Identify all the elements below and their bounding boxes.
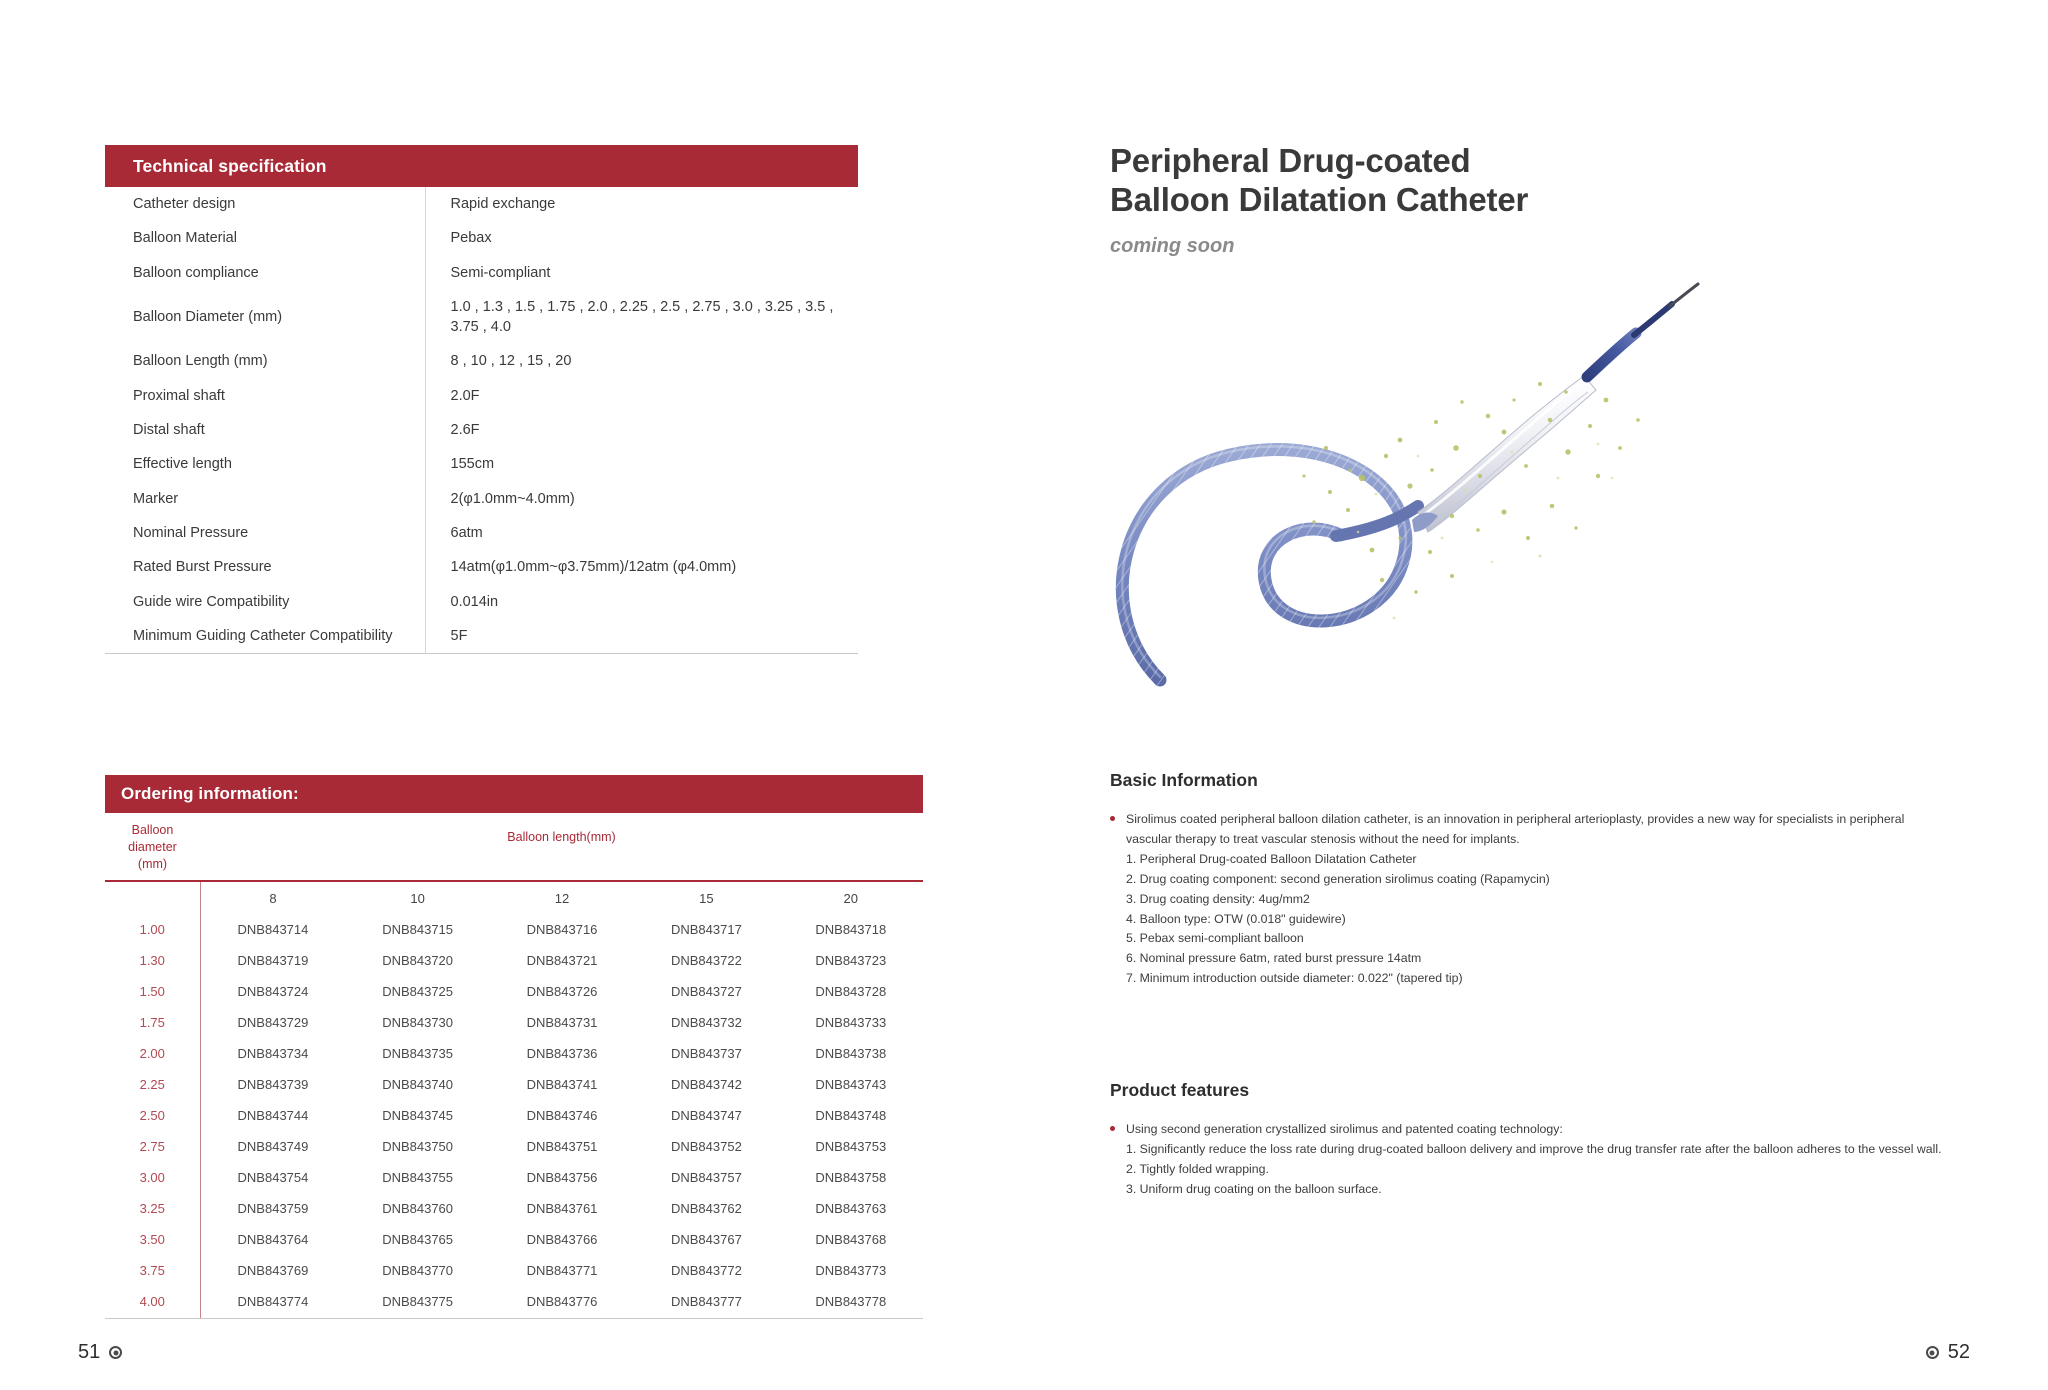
product-features-content	[1110, 1120, 1960, 1200]
spec-row	[105, 413, 858, 447]
page-title	[1110, 142, 1910, 220]
spec-row-key: Nominal Pressure	[105, 516, 425, 550]
product-code-cell: DNB843715	[382, 921, 454, 937]
page-marker-icon	[109, 1346, 122, 1359]
balloon-diameter-cell: 3.00	[105, 1162, 200, 1193]
catheter-balloon-illustration	[1100, 280, 1840, 700]
spec-row-value: 2.0F	[450, 387, 480, 404]
spec-row-value: 2(φ1.0mm~4.0mm)	[450, 490, 575, 507]
basic-info-list-item: 5. Pebax semi-compliant balloon	[1126, 931, 1304, 946]
basic-info-list-item: 2. Drug coating component: second generation sirolimus coating (Rapamycin)	[1126, 871, 1550, 886]
spec-row-value: 14atm(φ1.0mm~φ3.75mm)/12atm (φ4.0mm)	[450, 559, 737, 576]
product-code-cell: DNB843714	[237, 921, 309, 937]
bullet-dot-icon	[1110, 810, 1126, 821]
table-row	[105, 1193, 923, 1224]
product-code-cell: DNB843748	[815, 1107, 887, 1123]
basic-information-content	[1110, 810, 1940, 989]
spec-row-key: Proximal shaft	[105, 379, 425, 413]
balloon-diameter-cell: 2.50	[105, 1100, 200, 1131]
product-code-cell: DNB843760	[382, 1200, 454, 1216]
order-table	[105, 813, 923, 1318]
table-row	[105, 945, 923, 976]
product-code-cell: DNB843721	[526, 952, 598, 968]
product-code-cell: DNB843736	[526, 1045, 598, 1061]
table-row	[105, 1224, 923, 1255]
spec-row	[105, 482, 858, 516]
length-header-cell: 8	[269, 890, 277, 906]
spec-row-key: Distal shaft	[105, 413, 425, 447]
feature-list-item: 3. Uniform drug coating on the balloon surface.	[1126, 1181, 1382, 1196]
balloon-diameter-cell: 1.75	[105, 1007, 200, 1038]
spec-row	[105, 447, 858, 481]
product-code-cell: DNB843726	[526, 983, 598, 999]
product-code-cell: DNB843773	[815, 1262, 887, 1278]
features-lead: Using second generation crystallized sirolimus and patented coating technology:	[1126, 1122, 1563, 1136]
table-bottom-rule	[105, 1318, 923, 1319]
page-number-left: 51	[78, 1341, 101, 1363]
product-code-cell: DNB843764	[237, 1231, 309, 1247]
product-code-cell: DNB843749	[237, 1138, 309, 1154]
spec-row	[105, 550, 858, 584]
product-code-cell: DNB843729	[237, 1014, 309, 1030]
table-row	[105, 1131, 923, 1162]
product-title-line1: Peripheral Drug-coated	[1110, 142, 1471, 179]
product-status-label: coming soon	[1110, 235, 1235, 257]
spec-table	[105, 187, 858, 654]
product-code-cell: DNB843758	[815, 1169, 887, 1185]
diameter-header-line1: Balloon diameter	[128, 823, 177, 854]
table-row	[105, 1038, 923, 1069]
bullet-item	[1110, 810, 1940, 989]
table-row	[105, 914, 923, 945]
spec-row-value: Rapid exchange	[450, 196, 556, 212]
footer-page-52	[1926, 1341, 1970, 1364]
page-number-right: 52	[1947, 1341, 1970, 1363]
product-title-line2: Balloon Dilatation Catheter	[1110, 180, 1529, 218]
basic-info-list-item: 4. Balloon type: OTW (0.018" guidewire)	[1126, 911, 1346, 926]
product-code-cell: DNB843724	[237, 983, 309, 999]
spec-row-value: 5F	[425, 619, 858, 654]
balloon-diameter-cell: 1.50	[105, 976, 200, 1007]
balloon-diameter-cell: 3.25	[105, 1193, 200, 1224]
product-code-cell: DNB843716	[526, 921, 598, 937]
spec-row-key: Minimum Guiding Catheter Compatibility	[105, 619, 425, 654]
product-code-cell: DNB843733	[815, 1014, 887, 1030]
product-code-cell: DNB843771	[526, 1262, 598, 1278]
product-code-cell: DNB843743	[815, 1076, 887, 1092]
table-row	[105, 976, 923, 1007]
product-code-cell: DNB843747	[670, 1107, 742, 1123]
spec-row	[105, 379, 858, 413]
diameter-header-line2: (mm)	[137, 856, 168, 871]
basic-info-list-item: 6. Nominal pressure 6atm, rated burst pressure 14atm	[1126, 951, 1422, 966]
table-row	[105, 1100, 923, 1131]
product-code-cell: DNB843731	[526, 1014, 598, 1030]
table-row	[105, 1007, 923, 1038]
spec-row-key: Effective length	[105, 447, 425, 481]
product-code-cell: DNB843756	[526, 1169, 598, 1185]
product-code-cell: DNB843728	[815, 983, 887, 999]
product-code-cell: DNB843776	[526, 1293, 598, 1309]
spec-row-key: Marker	[105, 482, 425, 516]
product-code-cell: DNB843735	[382, 1045, 454, 1061]
spec-row-value: 8 , 10 , 12 , 15 , 20	[450, 353, 572, 370]
bullet-body	[1126, 810, 1940, 989]
technical-specification-table	[105, 145, 858, 654]
product-code-cell: DNB843763	[815, 1200, 887, 1216]
product-code-cell: DNB843750	[382, 1138, 454, 1154]
product-code-cell: DNB843775	[382, 1293, 454, 1309]
product-code-cell: DNB843744	[237, 1107, 309, 1123]
spec-row	[105, 585, 858, 619]
product-code-cell: DNB843718	[815, 921, 887, 937]
product-code-cell: DNB843722	[670, 952, 742, 968]
product-code-cell: DNB843772	[670, 1262, 742, 1278]
product-code-cell: DNB843727	[670, 983, 742, 999]
balloon-diameter-cell: 3.50	[105, 1224, 200, 1255]
spec-row-key: Rated Burst Pressure	[105, 550, 425, 584]
bullet-body	[1126, 1120, 1960, 1200]
balloon-diameter-cell: 2.00	[105, 1038, 200, 1069]
product-code-cell: DNB843742	[670, 1076, 742, 1092]
table-row	[105, 1069, 923, 1100]
spec-row-key: Balloon compliance	[105, 256, 425, 290]
product-code-cell: DNB843732	[670, 1014, 742, 1030]
spec-row-value: 2.6F	[450, 422, 480, 439]
spec-row-value: 155cm	[450, 456, 495, 473]
basic-info-list-item: 1. Peripheral Drug-coated Balloon Dilatation Catheter	[1126, 851, 1417, 866]
product-features-heading: Product features	[1110, 1080, 1250, 1100]
product-code-cell: DNB843739	[237, 1076, 309, 1092]
product-code-cell: DNB843762	[670, 1200, 742, 1216]
basic-info-list-item: 3. Drug coating density: 4ug/mm2	[1126, 891, 1310, 906]
bullet-dot-icon	[1110, 1120, 1126, 1131]
product-code-cell: DNB843768	[815, 1231, 887, 1247]
balloon-diameter-cell: 4.00	[105, 1286, 200, 1318]
product-code-cell: DNB843767	[670, 1231, 742, 1247]
balloon-diameter-cell: 1.30	[105, 945, 200, 976]
product-code-cell: DNB843778	[815, 1293, 887, 1309]
product-code-cell: DNB843757	[670, 1169, 742, 1185]
spec-row	[105, 619, 858, 654]
product-code-cell: DNB843774	[237, 1293, 309, 1309]
spec-row	[105, 256, 858, 290]
product-code-cell: DNB843746	[526, 1107, 598, 1123]
technical-specification-header: Technical specification	[105, 145, 858, 187]
balloon-diameter-cell: 2.75	[105, 1131, 200, 1162]
product-code-cell: DNB843740	[382, 1076, 454, 1092]
ordering-information-table	[105, 775, 923, 1319]
product-code-cell: DNB843737	[670, 1045, 742, 1061]
spec-row-value: Pebax	[450, 230, 492, 247]
product-code-cell: DNB843752	[670, 1138, 742, 1154]
spec-row-key: Guide wire Compatibility	[105, 585, 425, 619]
feature-list-item: 1. Significantly reduce the loss rate during drug-coated balloon delivery and improve the drug transfer rate after the balloon adheres to the vessel wall.	[1126, 1141, 1942, 1156]
spec-row-key: Balloon Diameter (mm)	[105, 290, 425, 345]
spec-row	[105, 516, 858, 550]
product-code-cell: DNB843751	[526, 1138, 598, 1154]
balloon-diameter-cell: 2.25	[105, 1069, 200, 1100]
table-row	[105, 1162, 923, 1193]
product-code-cell: DNB843766	[526, 1231, 598, 1247]
product-code-cell: DNB843745	[382, 1107, 454, 1123]
feature-list-item: 2. Tightly folded wrapping.	[1126, 1161, 1269, 1176]
spec-row-value: 1.0 , 1.3 , 1.5 , 1.75 , 2.0 , 2.25 , 2.5 , 2.75 , 3.0 , 3.25 , 3.5 , 3.75 , 4.0	[450, 298, 834, 336]
product-code-cell: DNB843765	[382, 1231, 454, 1247]
spec-row	[105, 187, 858, 221]
balloon-diameter-cell: 1.00	[105, 914, 200, 945]
product-code-cell: DNB843741	[526, 1076, 598, 1092]
product-code-cell: DNB843730	[382, 1014, 454, 1030]
product-code-cell: DNB843759	[237, 1200, 309, 1216]
spec-row-key: Balloon Material	[105, 221, 425, 255]
length-header-cell: 20	[843, 890, 859, 906]
basic-information-heading: Basic Information	[1110, 770, 1258, 790]
ordering-information-header: Ordering information:	[105, 775, 923, 813]
product-code-cell: DNB843725	[382, 983, 454, 999]
length-row-spacer	[105, 881, 200, 914]
product-code-cell: DNB843761	[526, 1200, 598, 1216]
length-values-row	[105, 881, 923, 914]
product-code-cell: DNB843738	[815, 1045, 887, 1061]
order-header-row	[105, 813, 923, 880]
product-illustration	[1100, 280, 1840, 700]
spec-row-value: 0.014in	[450, 593, 499, 610]
product-code-cell: DNB843753	[815, 1138, 887, 1154]
features-sub-items	[1126, 1140, 1960, 1200]
spec-row	[105, 221, 858, 255]
spec-row-value: Semi-compliant	[450, 264, 551, 281]
product-code-cell: DNB843734	[237, 1045, 309, 1061]
footer-page-51	[78, 1341, 122, 1364]
product-code-cell: DNB843755	[382, 1169, 454, 1185]
column-header-balloon-length: Balloon length(mm)	[507, 830, 616, 844]
spec-row	[105, 344, 858, 378]
table-row	[105, 1286, 923, 1318]
spec-row-key: Balloon Length (mm)	[105, 344, 425, 378]
column-header-balloon-diameter	[105, 813, 200, 880]
product-code-cell: DNB843754	[237, 1169, 309, 1185]
basic-info-lead: Sirolimus coated peripheral balloon dilation catheter, is an innovation in peripheral arterioplasty, provides a new way for specialists in peripheral vascular therapy to treat vascular stenosis without the need for implants.	[1126, 812, 1905, 846]
spec-row	[105, 290, 858, 345]
product-code-cell: DNB843717	[670, 921, 742, 937]
length-header-cell: 10	[410, 890, 425, 906]
product-code-cell: DNB843777	[670, 1293, 742, 1309]
table-row	[105, 1255, 923, 1286]
product-code-cell: DNB843723	[815, 952, 887, 968]
page-marker-icon	[1926, 1346, 1939, 1359]
basic-info-sub-items	[1126, 850, 1940, 989]
product-code-cell: DNB843770	[382, 1262, 454, 1278]
length-header-cell: 15	[699, 890, 714, 906]
bullet-item	[1110, 1120, 1960, 1200]
product-code-cell: DNB843769	[237, 1262, 309, 1278]
spec-row-value: 6atm	[450, 524, 483, 541]
length-header-cell: 12	[554, 890, 570, 906]
spec-row-key: Catheter design	[105, 187, 425, 221]
basic-info-list-item: 7. Minimum introduction outside diameter: 0.022" (tapered tip)	[1126, 971, 1463, 986]
product-code-cell: DNB843719	[237, 952, 309, 968]
product-code-cell: DNB843720	[382, 952, 454, 968]
balloon-diameter-cell: 3.75	[105, 1255, 200, 1286]
